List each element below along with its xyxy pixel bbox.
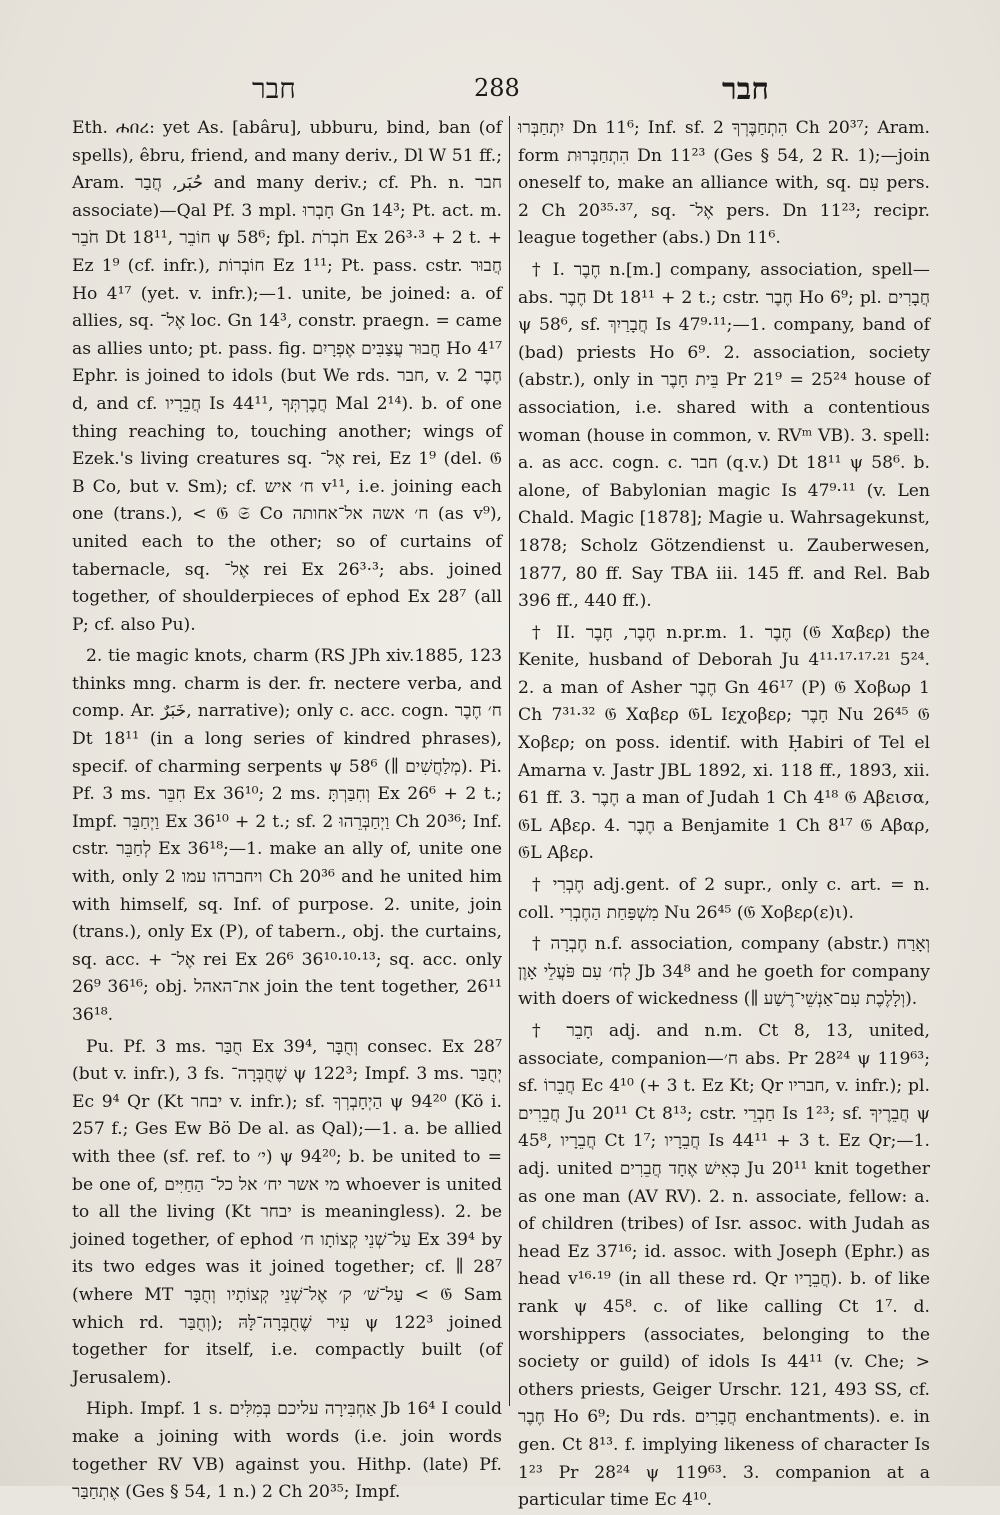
left-paragraph-2: 2. tie magic knots, charm (RS JPh xiv.1885, 123 thinks mng. charm is der. fr. nectere verba, and comp. Ar. خَبَرٌ, narrative); only c. acc. cogn. ח׳ חֶבֶר Dt 18¹¹ (in a long series of kindred phrases), specif. of charming serpents ψ 58⁶ (∥ מְלַחֲשִׁים). Pi. Pf. 3 ms. חִבֵּר Ex 36¹⁰; 2 ms. וְחִבַּרְתָּ Ex 26⁶ + 2 t.; Impf. וַיְחַבֵּר Ex 36¹⁰ + 2 t.; sf. וַיְחַבְּרֵהוּ 2 Ch 20³⁶; Inf. cstr. לְחַבֵּר Ex 36¹⁸;—1. make an ally of, unite one with, only ויחברהו עמו 2 Ch 20³⁶ and he united him with himself, sq. Inf. of purpose. 2. unite, join (trans.), only Ex (P), of tabern., obj. the curtains, sq. acc. + אֶל־ rei Ex 26⁶ 36¹⁰·¹⁰·¹³; sq. acc. only 26⁹ 36¹⁶; obj. את־האהל join the tent together, 26¹¹ 36¹⁸. bbox=[72, 646, 502, 1025]
right-column bbox=[518, 115, 931, 1511]
left-paragraph-3: Pu. Pf. 3 ms. חֻבַּר Ex 39⁴, וְחֻבָּר consec. Ex 28⁷ (but v. infr.), 3 fs. שֶׁחֻבְּרָה־ ψ 122³; Impf. 3 ms. יְחֻבַּר Ec 9⁴ Qr (Kt יבחר v. infr.); sf. הַיְחָבְרְךָ ψ 94²⁰ (Kö i. 257 f.; Ges Ew Bö De al. as Qal);—1. a. be allied with thee (sf. ref. to י׳) ψ 94²⁰; b. be united to = be one of, מי אשר יח׳ אל כל־ הַחַיִּים whoever is united to all the living (Kt יבחר is meaningless). 2. be joined together, of ephod עַל־שְׁנֵי קְצוֹתָו ח׳ Ex 39⁴ by its two edges was it joined together; cf. ∥ 28⁷ (where MT עַל־שׁ׳ ק׳ אֶל־שְׁנֵי קְצוֹתָיו וְחֻבָּר < 𝔊 Sam which rd. וְחֻבַּר); עִיר שֶׁחֻבְּרָה־לָּהּ ψ 122³ joined together for itself, i.e. compactly built (of Jerusalem). bbox=[72, 1036, 503, 1388]
left-paragraph-4: Hiph. Impf. 1 s. אַחְבִּירָה עליכם בְּמִלִּים Jb 16⁴ I could make a joining with words (i.e. join words together RV VB) against you. Hithp. (late) Pf. אֶתְחַבַּר (Ges § 54, 1 n.) 2 Ch 20³⁵; Impf. bbox=[72, 1399, 502, 1503]
running-header bbox=[0, 70, 1000, 110]
entry-cheber-1: † I. חֶבֶר n.[m.] company, association, spell—abs. חֶבֶר Dt 18¹¹ + 2 t.; cstr. חֶבֶר Ho 6⁹; pl. חֲבָרִים ψ 58⁶, sf. חֲבָרַיִךְ Is 47⁹·¹¹;—1. company, band of (bad) priests Ho 6⁹. 2. association, society (abstr.), only in בֵּית חָבֶר Pr 21⁹ = 25²⁴ house of association, i.e. shared with a contentious woman (house in common, v. RVᵐ VB). 3. spell: a. as acc. cogn. c. חבר (q.v.) Dt 18¹¹ ψ 58⁶. b. alone, of Babylonian magic Is 47⁹·¹¹ (v. Len Chald. Magic [1878]; Magie u. Wahrsagekunst, 1878; Scholz Götzendienst u. Zauberwesen, 1877, 80 ff. Say TBA iii. 145 ff. and Rel. Bab 396 ff., 440 ff.). bbox=[518, 259, 931, 612]
left-paragraph-1: Eth. ሐበረ: yet As. [abâru], ubburu, bind, ban (of spells), êbru, friend, and many deriv., Dl W 51 ff.; Aram. حُبَر, חֲבַר and many deriv.; cf. Ph. n. חבר associate)—Qal Pf. 3 mpl. חָבְרוּ Gn 14³; Pt. act. m. חֹבֵר Dt 18¹¹, חוֹבֵר ψ 58⁶; fpl. חֹבְרֹת Ex 26³·³ + 2 t. + Ez 1⁹ (cf. infr.), חוֹבְרוֹת Ez 1¹¹; Pt. pass. cstr. חֲבוּר Ho 4¹⁷ (yet. v. infr.);—1. unite, be joined: a. of allies, sq. אֶל־ loc. Gn 14³, constr. praegn. = came as allies unto; pt. pass. fig. חֲבוּר עֲצַבִּים אֶפְרָיִם Ho 4¹⁷ Ephr. is joined to idols (but We rds. חבר, v. חֶבֶר 2 d, and cf. חֲבֵרָיו Is 44¹¹, חֲבֶרְתְּךָ Mal 2¹⁴). b. of one thing reaching to, touching another; wings of Ezek.'s living creatures sq. אֶל־ rei, Ez 1⁹ (del. 𝔊 B Co, but v. Sm); cf. ח׳ איש v¹¹, i.e. joining each one (trans.), < 𝔊 𝔖 Co ח׳ אשה אל־אחותה (as v⁹), united each to the other; so of curtains of tabernacle, sq. אֶל־ rei Ex 26³·³; abs. joined together, of shoulderpieces of ephod Ex 28⁷ (all P; cf. also Pu). bbox=[72, 118, 503, 635]
right-paragraph-1: יִתְחַבְּרוּ Dn 11⁶; Inf. sf. הִתְחַבֶּרְךָ 2 Ch 20³⁷; Aram. form הִתְחַבְּרוּת Dn 11²³ (Ges § 54, 2 R. 1);—join oneself to, make an alliance with, sq. עִם pers. 2 Ch 20³⁵·³⁷, sq. אֶל־ pers. Dn 11²³; recipr. league together (abs.) Dn 11⁶. bbox=[518, 118, 931, 249]
header-right-word: חבר bbox=[722, 72, 769, 107]
entry-chebrah: † חֶבְרָה n.f. association, company (abstr.) וְאָרַח לְח׳ עִם פֹּעֲלֵי אָוֶן Jb 34⁸ and he goeth for company with doers of wickedness (∥ וְלָלֶכֶת עִם־אַנְשֵׁי־רֶשַׁע). bbox=[518, 934, 930, 1010]
left-column bbox=[72, 115, 503, 1503]
header-left-word: חבר bbox=[252, 72, 296, 105]
column-divider bbox=[509, 116, 510, 1406]
entry-chaber: † חָבֵר adj. and n.m. Ct 8, 13, united, associate, companion—ח׳ abs. Pr 28²⁴ ψ 119⁶³; sf. חֲבֵרוֹ Ec 4¹⁰ (+ 3 t. Ez Kt; Qr חבריו, v. infr.); pl. חֲבֵרִים Ju 20¹¹ Ct 8¹³; cstr. חַבְרֵי Is 1²³; sf. חֲבֵרֶיךָ ψ 45⁸, חֲבֵרָיו Ct 1⁷; חֲבֵרָיו Is 44¹¹ + 3 t. Ez Qr;—1. adj. united כְּאִישׁ אֶחָד חֲבֵרִים Ju 20¹¹ knit together as one man (AV RV). 2. n. associate, fellow: a. of children (tribes) of Isr. assoc. with Judah as head Ez 37¹⁶; id. assoc. with Joseph (Ephr.) as head v¹⁶·¹⁹ (in all these rd. Qr חֲבֵרָיו). b. of like rank ψ 45⁸. c. of like calling Ct 1⁷. d. worshippers (associates, belonging to the society or guild) of idols Is 44¹¹ (v. Che; > others priests, Geiger Urschr. 121, 493 SS, cf. חֶבֶר Ho 6⁹; Du rds. חֲבָרִים enchantments). e. in gen. Ct 8¹³. f. implying likeness of character Is 1²³ Pr 28²⁴ ψ 119⁶³. 3. companion at a particular time Ec 4¹⁰. bbox=[518, 1021, 931, 1511]
entry-chebri: † חֶבְרִי adj.gent. of 2 supr., only c. art. = n. coll. מִשְׁפַּחַת הַחֶבְרִי Nu 26⁴⁵ (𝔊 Χοβερ(ε)ι). bbox=[518, 875, 930, 923]
entry-cheber-2-proper-name: † II. חֶבֶר, חָבֶר n.pr.m. 1. חֶבֶר (𝔊 Χαβερ) the Kenite, husband of Deborah Ju 4¹¹·¹⁷·¹⁷·²¹ 5²⁴. 2. a man of Asher חֶבֶר Gn 46¹⁷ (P) 𝔊 Χοβωρ 1 Ch 7³¹·³² 𝔊 Χαβερ 𝔊L Ιεχοβερ; חָבֶר Nu 26⁴⁵ 𝔊 Χοβερ; on poss. identif. with Ḥabiri of Tel el Amarna v. Jastr JBL 1892, xi. 118 ff., 1893, xii. 61 ff. 3. חֶבֶר a man of Judah 1 Ch 4¹⁸ 𝔊 Αβεισα, 𝔊L Αβερ. 4. חֶבֶר a Benjamite 1 Ch 8¹⁷ 𝔊 Αβαρ, 𝔊L Αβερ. bbox=[518, 622, 931, 864]
page-number: 288 bbox=[474, 74, 520, 102]
